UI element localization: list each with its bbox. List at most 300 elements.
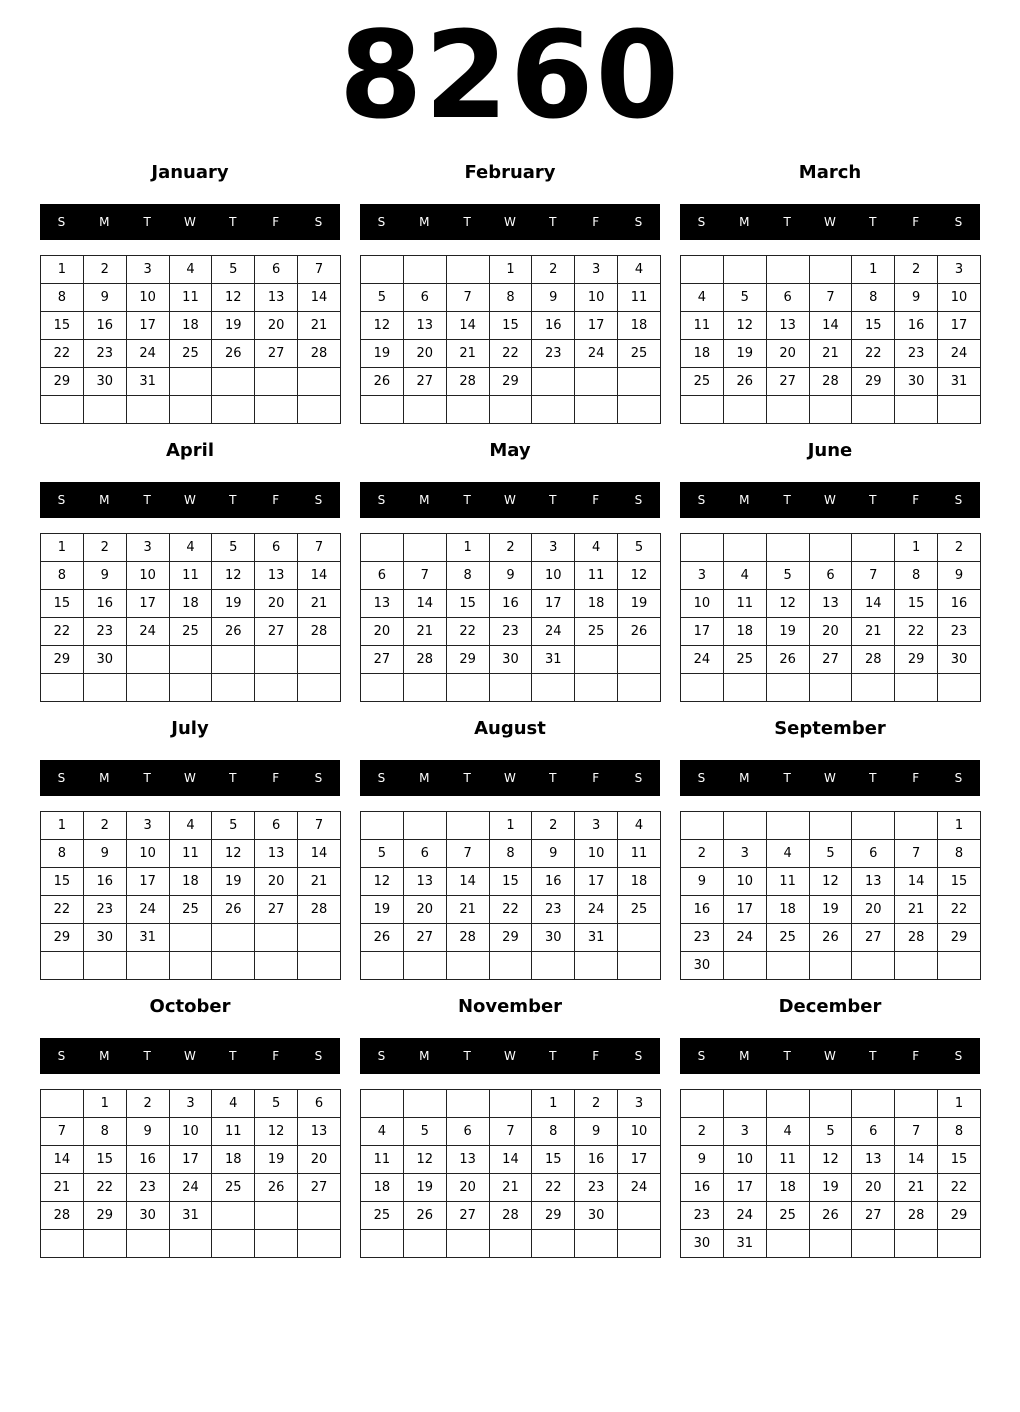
day-cell: 1 [41,534,84,562]
weekday-label: T [229,493,237,507]
weekday-label: W [504,771,516,785]
empty-day-cell [298,396,341,424]
day-cell: 19 [255,1146,298,1174]
day-cell: 14 [41,1146,84,1174]
empty-day-cell [298,646,341,674]
empty-day-cell [298,1230,341,1258]
empty-day-cell [403,812,446,840]
month-name: March [798,162,862,183]
weekday-label: M [739,1049,750,1063]
empty-day-cell [575,396,618,424]
day-cell: 29 [83,1202,126,1230]
day-cell: 21 [446,896,489,924]
day-cell: 2 [895,256,938,284]
day-cell: 13 [298,1118,341,1146]
weekday-label: M [739,771,750,785]
day-cell: 17 [532,590,575,618]
empty-day-cell [681,674,724,702]
empty-day-cell [212,674,255,702]
day-cell: 25 [723,646,766,674]
day-cell: 24 [169,1174,212,1202]
empty-day-cell [126,646,169,674]
empty-day-cell [681,534,724,562]
day-cell: 21 [298,590,341,618]
day-cell: 9 [895,284,938,312]
empty-day-cell [298,368,341,396]
day-cell: 11 [723,590,766,618]
empty-day-cell [618,368,661,396]
day-cell: 7 [403,562,446,590]
day-cell: 9 [575,1118,618,1146]
day-cell: 12 [361,312,404,340]
week-row [361,646,661,674]
day-grid [680,533,981,702]
day-cell: 17 [126,312,169,340]
weekday-label: M [419,493,430,507]
weekday-label: F [912,215,920,229]
empty-day-cell [938,674,981,702]
day-cell: 1 [41,256,84,284]
day-cell: 6 [298,1090,341,1118]
empty-day-cell [895,1090,938,1118]
empty-day-cell [852,674,895,702]
empty-day-cell [446,812,489,840]
day-cell: 9 [681,868,724,896]
day-cell: 11 [618,840,661,868]
day-cell: 13 [852,1146,895,1174]
day-cell: 22 [41,618,84,646]
weekday-header [680,760,980,796]
weekday-label: S [634,1049,643,1063]
week-row [41,1146,341,1174]
day-cell: 29 [446,646,489,674]
day-cell: 28 [489,1202,532,1230]
day-cell: 23 [489,618,532,646]
day-cell: 9 [83,840,126,868]
day-cell: 28 [809,368,852,396]
empty-day-cell [532,368,575,396]
empty-day-cell [255,396,298,424]
day-cell: 3 [126,256,169,284]
empty-day-cell [895,396,938,424]
empty-day-cell [852,534,895,562]
day-cell: 31 [575,924,618,952]
day-cell: 30 [126,1202,169,1230]
day-cell: 10 [126,840,169,868]
day-cell: 5 [809,840,852,868]
day-cell: 20 [255,590,298,618]
day-cell: 20 [255,868,298,896]
week-row [41,312,341,340]
calendar-year-title: 8260 [339,7,681,146]
week-row [41,534,341,562]
day-cell: 7 [41,1118,84,1146]
day-cell: 15 [938,868,981,896]
empty-day-cell [255,924,298,952]
day-cell: 24 [126,618,169,646]
week-row [41,396,341,424]
day-cell: 16 [532,868,575,896]
day-cell: 5 [809,1118,852,1146]
empty-day-cell [681,256,724,284]
day-cell: 2 [938,534,981,562]
day-cell: 17 [126,868,169,896]
week-row [361,1118,661,1146]
empty-day-cell [618,924,661,952]
day-cell: 12 [809,1146,852,1174]
day-cell: 24 [938,340,981,368]
weekday-label: W [184,215,196,229]
day-cell: 3 [618,1090,661,1118]
empty-day-cell [575,646,618,674]
day-cell: 1 [532,1090,575,1118]
day-cell: 16 [83,312,126,340]
day-cell: 16 [489,590,532,618]
day-cell: 24 [723,1202,766,1230]
day-cell: 29 [895,646,938,674]
day-cell: 23 [575,1174,618,1202]
day-cell: 25 [212,1174,255,1202]
empty-day-cell [403,674,446,702]
day-cell: 24 [575,340,618,368]
month-name: September [774,718,886,739]
day-cell: 16 [126,1146,169,1174]
day-cell: 4 [618,256,661,284]
empty-day-cell [446,674,489,702]
day-cell: 10 [126,562,169,590]
weekday-label: S [634,771,643,785]
empty-day-cell [446,1090,489,1118]
day-cell: 22 [895,618,938,646]
empty-day-cell [298,924,341,952]
day-cell: 2 [83,256,126,284]
weekday-label: S [314,493,323,507]
day-cell: 11 [361,1146,404,1174]
week-row [361,562,661,590]
day-cell: 11 [212,1118,255,1146]
day-cell: 13 [766,312,809,340]
day-cell: 23 [532,340,575,368]
weekday-label: S [697,493,706,507]
empty-day-cell [489,952,532,980]
day-cell: 27 [809,646,852,674]
day-cell: 29 [532,1202,575,1230]
empty-day-cell [298,952,341,980]
weekday-label: T [869,215,877,229]
weekday-label: T [463,1049,471,1063]
day-cell: 8 [852,284,895,312]
day-cell: 3 [126,534,169,562]
day-grid [40,811,341,980]
day-cell: 17 [618,1146,661,1174]
day-cell: 9 [938,562,981,590]
empty-day-cell [852,396,895,424]
day-cell: 21 [895,896,938,924]
day-cell: 27 [852,1202,895,1230]
day-cell: 10 [681,590,724,618]
day-cell: 30 [575,1202,618,1230]
weekday-label: S [954,215,963,229]
month-name: April [165,440,215,461]
month-name: February [464,162,556,183]
day-cell: 7 [298,812,341,840]
empty-day-cell [489,396,532,424]
week-row [41,868,341,896]
empty-day-cell [766,1090,809,1118]
day-cell: 11 [169,840,212,868]
empty-day-cell [298,674,341,702]
day-cell: 22 [41,340,84,368]
week-row [41,646,341,674]
weekday-header [680,482,980,518]
weekday-label: T [143,493,151,507]
weekday-label: S [634,215,643,229]
day-cell: 17 [126,590,169,618]
day-cell: 14 [298,840,341,868]
day-cell: 30 [83,368,126,396]
day-cell: 9 [126,1118,169,1146]
empty-day-cell [361,256,404,284]
empty-day-cell [41,674,84,702]
empty-day-cell [255,674,298,702]
weekday-label: F [272,1049,280,1063]
day-cell: 25 [169,340,212,368]
day-cell: 27 [255,618,298,646]
day-cell: 10 [575,284,618,312]
empty-day-cell [41,1090,84,1118]
day-cell: 21 [403,618,446,646]
week-row [681,562,981,590]
day-cell: 5 [255,1090,298,1118]
empty-day-cell [489,1230,532,1258]
day-cell: 24 [532,618,575,646]
weekday-label: T [463,493,471,507]
empty-day-cell [361,396,404,424]
day-cell: 3 [575,812,618,840]
day-cell: 24 [126,340,169,368]
day-cell: 9 [532,284,575,312]
empty-day-cell [809,256,852,284]
day-cell: 9 [83,284,126,312]
day-cell: 28 [895,1202,938,1230]
day-cell: 20 [809,618,852,646]
week-row [681,618,981,646]
day-cell: 12 [212,284,255,312]
weekday-header [40,1038,340,1074]
empty-day-cell [403,534,446,562]
week-row [681,952,981,980]
day-cell: 8 [446,562,489,590]
day-cell: 6 [766,284,809,312]
empty-day-cell [126,674,169,702]
month-name: June [807,440,853,461]
empty-day-cell [212,396,255,424]
week-row [361,396,661,424]
day-cell: 10 [938,284,981,312]
empty-day-cell [723,952,766,980]
day-cell: 31 [938,368,981,396]
empty-day-cell [723,674,766,702]
day-cell: 11 [766,868,809,896]
day-cell: 1 [41,812,84,840]
day-cell: 3 [169,1090,212,1118]
week-row [41,368,341,396]
week-row [681,1146,981,1174]
day-cell: 9 [489,562,532,590]
weekday-label: T [229,215,237,229]
week-row [41,284,341,312]
weekday-label: S [697,771,706,785]
day-cell: 16 [895,312,938,340]
weekday-label: S [57,215,66,229]
month-name: August [474,718,546,739]
weekday-label: W [824,493,836,507]
month-name: November [457,996,563,1017]
day-cell: 18 [169,868,212,896]
day-cell: 10 [532,562,575,590]
weekday-label: F [592,771,600,785]
week-row [41,562,341,590]
week-row [41,674,341,702]
day-cell: 27 [766,368,809,396]
day-cell: 13 [403,312,446,340]
day-cell: 1 [83,1090,126,1118]
weekday-label: T [549,771,557,785]
day-cell: 6 [852,1118,895,1146]
day-cell: 2 [681,1118,724,1146]
empty-day-cell [809,952,852,980]
day-cell: 2 [575,1090,618,1118]
day-cell: 26 [212,896,255,924]
day-cell: 6 [809,562,852,590]
week-row [361,896,661,924]
day-cell: 5 [361,284,404,312]
day-cell: 23 [681,924,724,952]
week-row [681,646,981,674]
empty-day-cell [169,646,212,674]
day-cell: 14 [446,312,489,340]
day-cell: 4 [169,534,212,562]
day-cell: 28 [403,646,446,674]
week-row [361,924,661,952]
day-cell: 7 [489,1118,532,1146]
empty-day-cell [895,812,938,840]
week-row [361,618,661,646]
day-cell: 13 [852,868,895,896]
day-cell: 12 [809,868,852,896]
weekday-label: F [592,1049,600,1063]
empty-day-cell [169,952,212,980]
day-cell: 29 [41,368,84,396]
day-cell: 14 [403,590,446,618]
day-cell: 12 [766,590,809,618]
day-cell: 15 [489,312,532,340]
empty-day-cell [766,812,809,840]
day-cell: 11 [169,562,212,590]
empty-day-cell [766,952,809,980]
empty-day-cell [169,674,212,702]
day-cell: 8 [895,562,938,590]
day-cell: 24 [126,896,169,924]
week-row [681,896,981,924]
empty-day-cell [575,1230,618,1258]
day-cell: 21 [41,1174,84,1202]
day-cell: 25 [618,896,661,924]
weekday-label: W [824,1049,836,1063]
day-cell: 11 [618,284,661,312]
empty-day-cell [212,1202,255,1230]
day-cell: 5 [212,534,255,562]
day-cell: 9 [681,1146,724,1174]
week-row [681,924,981,952]
day-cell: 2 [532,812,575,840]
week-row [41,256,341,284]
weekday-label: M [739,493,750,507]
week-row [41,618,341,646]
day-cell: 6 [403,840,446,868]
day-cell: 7 [446,840,489,868]
day-cell: 2 [532,256,575,284]
empty-day-cell [255,1230,298,1258]
month-name: May [489,440,531,461]
empty-day-cell [766,396,809,424]
empty-day-cell [532,674,575,702]
week-row [41,590,341,618]
week-row [361,1174,661,1202]
week-row [361,534,661,562]
day-cell: 8 [938,1118,981,1146]
day-cell: 21 [852,618,895,646]
empty-day-cell [681,812,724,840]
day-cell: 3 [723,1118,766,1146]
day-cell: 8 [41,284,84,312]
empty-day-cell [723,396,766,424]
day-cell: 3 [126,812,169,840]
week-row [41,812,341,840]
day-cell: 11 [169,284,212,312]
day-cell: 6 [446,1118,489,1146]
empty-day-cell [446,1230,489,1258]
day-cell: 17 [575,312,618,340]
day-cell: 28 [298,618,341,646]
empty-day-cell [723,256,766,284]
day-cell: 17 [938,312,981,340]
day-cell: 12 [255,1118,298,1146]
day-cell: 24 [618,1174,661,1202]
empty-day-cell [938,1230,981,1258]
day-cell: 6 [403,284,446,312]
day-cell: 18 [169,312,212,340]
week-row [361,340,661,368]
day-cell: 11 [575,562,618,590]
day-cell: 20 [852,896,895,924]
week-row [41,1230,341,1258]
day-cell: 7 [895,1118,938,1146]
day-cell: 30 [895,368,938,396]
day-cell: 21 [446,340,489,368]
weekday-label: M [99,493,110,507]
day-cell: 10 [575,840,618,868]
day-cell: 19 [212,868,255,896]
week-row [361,868,661,896]
weekday-label: T [869,1049,877,1063]
day-cell: 4 [212,1090,255,1118]
empty-day-cell [446,396,489,424]
day-cell: 1 [895,534,938,562]
day-cell: 29 [489,368,532,396]
empty-day-cell [212,924,255,952]
day-cell: 5 [212,812,255,840]
